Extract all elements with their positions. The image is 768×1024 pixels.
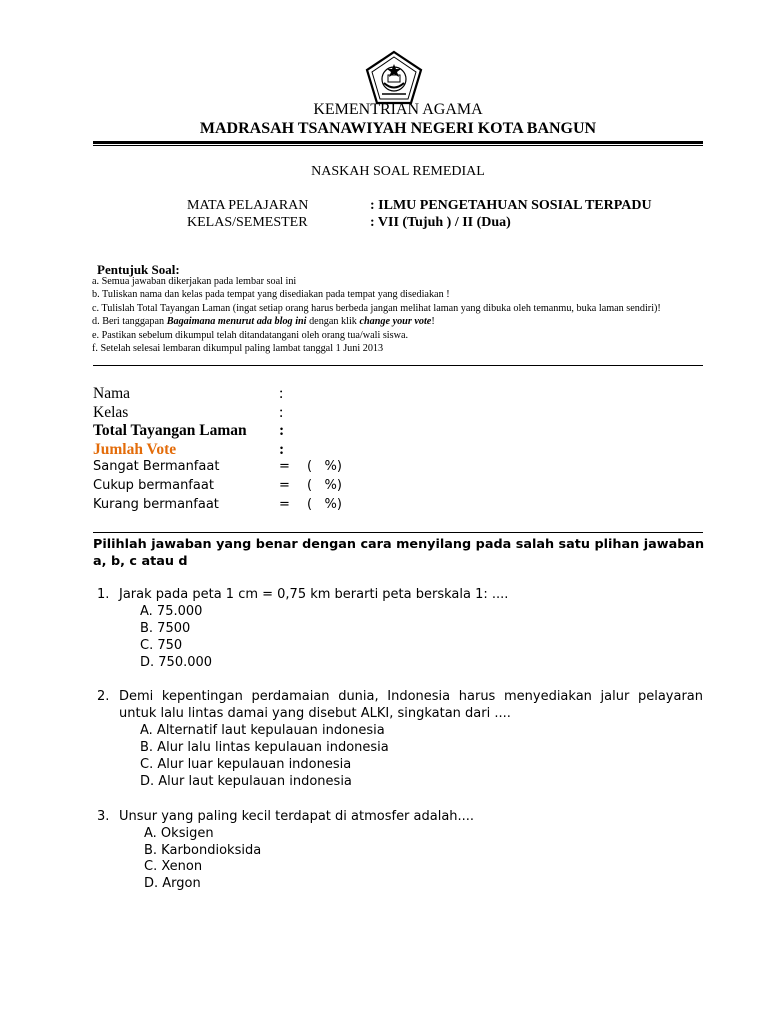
- form-kurang-pct: ( %): [307, 497, 342, 512]
- meta-class-row: [0, 214, 768, 231]
- instructions-list: [92, 275, 704, 355]
- instruction-e: e. Pastikan sebelum dikumpul telah ditandatangani oleh orang tua/wali siswa.: [92, 329, 409, 341]
- question-1-number: 1.: [97, 587, 110, 602]
- question-3-option-c: C. Xenon: [144, 859, 203, 874]
- question-3-option-b: B. Karbondioksida: [144, 843, 262, 858]
- form-sangat-label: Sangat Bermanfaat: [93, 459, 220, 474]
- choose-instruction: Pilihlah jawaban yang benar dengan cara menyilang pada salah satu plihan jawaban a, b, c atau d: [93, 537, 705, 569]
- header-ministry: KEMENTRIAN AGAMA: [313, 101, 483, 118]
- form-kurang-eq: =: [279, 497, 290, 512]
- form-sangat-pct: ( %): [307, 459, 342, 474]
- form-total-colon: :: [279, 422, 285, 439]
- form-cukup-pct: ( %): [307, 478, 342, 493]
- question-1-option-a: A. 75.000: [140, 604, 203, 619]
- question-2-option-a: A. Alternatif laut kepulauan indonesia: [140, 723, 385, 738]
- header-rule-thick: [93, 141, 703, 144]
- question-1-option-d: D. 750.000: [140, 655, 213, 670]
- instruction-d-mid: dengan klik: [306, 316, 360, 328]
- question-2-text: Demi kepentingan perdamaian dunia, Indonesia harus menyediakan jalur pelayaran untuk lalu lintas damai yang disebut ALKI, singkatan dari ....: [119, 689, 703, 722]
- header-school: MADRASAH TSANAWIYAH NEGERI KOTA BANGUN: [199, 120, 597, 137]
- doc-title: NASKAH SOAL REMEDIAL: [311, 164, 485, 179]
- meta-class-label: KELAS/SEMESTER: [187, 215, 308, 230]
- question-1-text: Jarak pada peta 1 cm = 0,75 km berarti peta berskala 1: ....: [119, 587, 509, 602]
- form-jumlah-colon: :: [279, 440, 285, 458]
- instruction-d-emphasis-1: Bagaimana menurut ada blog ini: [166, 316, 307, 328]
- form-sangat-eq: =: [279, 459, 290, 474]
- form-nama-colon: :: [279, 385, 284, 402]
- question-2-number: 2.: [97, 689, 110, 704]
- instructions-heading: Pentujuk Soal:: [97, 262, 180, 277]
- question-2-option-c: C. Alur luar kepulauan indonesia: [140, 757, 352, 772]
- question-3-text: Unsur yang paling kecil terdapat di atmosfer adalah....: [119, 809, 475, 824]
- section-rule: [93, 532, 703, 533]
- form-kurang-label: Kurang bermanfaat: [93, 497, 219, 512]
- question-3-option-a: A. Oksigen: [144, 826, 214, 841]
- instruction-d-emphasis-2: change your vote: [359, 316, 432, 328]
- instruction-a: a. Semua jawaban dikerjakan pada lembar soal ini: [92, 276, 297, 287]
- question-1-option-b: B. 7500: [140, 621, 191, 636]
- instructions-rule: [93, 365, 703, 366]
- form-jumlah-label: Jumlah Vote: [93, 440, 177, 458]
- form-cukup-label: Cukup bermanfaat: [93, 478, 214, 493]
- instruction-d-pre: d. Beri tanggapan: [92, 316, 167, 328]
- meta-subject-label: MATA PELAJARAN: [187, 198, 309, 213]
- question-1-option-c: C. 750: [140, 638, 183, 653]
- instruction-f: f. Setelah selesai lembaran dikumpul paling lambat tanggal 1 Juni 2013: [92, 343, 384, 355]
- ministry-emblem-logo: [364, 50, 424, 106]
- instruction-b: b. Tuliskan nama dan kelas pada tempat yang disediakan pada tempat yang disediakan !: [92, 289, 450, 301]
- instruction-c: c. Tulislah Total Tayangan Laman (ingat setiap orang harus berbeda jangan melihat laman yang dibuka oleh temanmu, buka laman sendiri)!: [92, 302, 661, 314]
- instruction-d: [92, 315, 704, 328]
- question-3-number: 3.: [97, 809, 110, 824]
- form-cukup-eq: =: [279, 478, 290, 493]
- form-nama-label: Nama: [93, 385, 131, 402]
- form-kelas-label: Kelas: [93, 403, 129, 421]
- meta-subject-value: : ILMU PENGETAHUAN SOSIAL TERPADU: [370, 198, 652, 213]
- question-2-option-b: B. Alur lalu lintas kepulauan indonesia: [140, 740, 389, 755]
- form-kelas-colon: :: [279, 403, 284, 421]
- form-total-label: Total Tayangan Laman: [93, 422, 247, 439]
- meta-block: [0, 197, 768, 237]
- header-rule-thin: [93, 145, 703, 146]
- meta-subject-row: [0, 197, 768, 214]
- question-3-option-d: D. Argon: [144, 876, 201, 891]
- instruction-d-post: !: [431, 316, 435, 328]
- question-2-option-d: D. Alur laut kepulauan indonesia: [140, 774, 352, 789]
- meta-class-value: : VII (Tujuh ) / II (Dua): [370, 215, 511, 230]
